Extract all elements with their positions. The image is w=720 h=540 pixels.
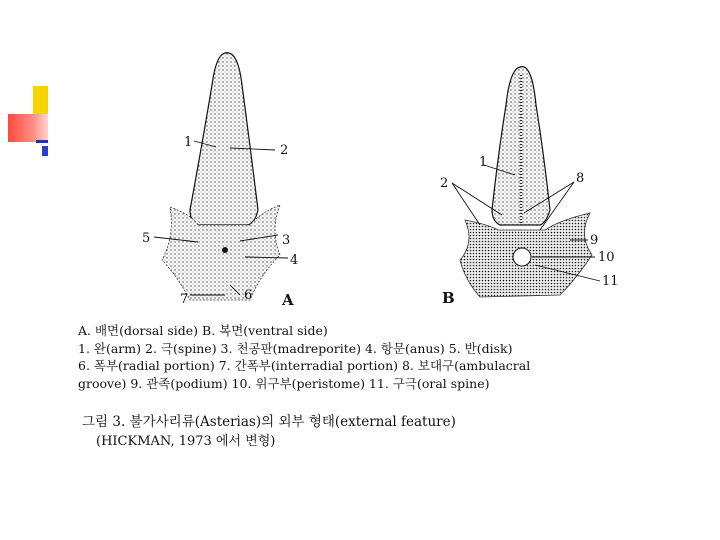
ventral-callout-8: 8 [576, 171, 585, 186]
starfish-illustration [130, 45, 670, 315]
dorsal-callout-6: 6 [244, 288, 253, 303]
dorsal-callout-5: 5 [142, 231, 151, 246]
dorsal-callout-1: 1 [184, 135, 193, 150]
figure-source: (HICKMAN, 1973 에서 변형) [96, 434, 276, 449]
panel-a-label: A [282, 291, 294, 309]
dorsal-callout-7: 7 [180, 292, 189, 307]
accent-blue-square [42, 146, 48, 156]
accent-red-block [8, 114, 48, 142]
legend-line-4: groove) 9. 관족(podium) 10. 위구부(peristome) 11. 구극(oral spine) [78, 375, 490, 391]
ventral-callout-9: 9 [590, 233, 599, 248]
ventral-callout-1: 1 [479, 155, 488, 170]
ventral-callout-10: 10 [598, 250, 615, 265]
legend-line-3: 6. 폭부(radial portion) 7. 간폭부(interradial portion) 8. 보대구(ambulacral [78, 358, 531, 373]
dorsal-callout-4: 4 [290, 253, 299, 268]
accent-blue-bar [36, 140, 48, 143]
panel-b-label: B [442, 289, 455, 307]
dorsal-callout-2: 2 [280, 143, 289, 158]
ventral-callout-2: 2 [440, 176, 449, 191]
accent-yellow-block [33, 86, 48, 116]
ventral-view-drawing [460, 67, 592, 297]
dorsal-callout-3: 3 [282, 233, 291, 248]
ventral-callout-11: 11 [602, 274, 619, 289]
legend-line-1: A. 배면(dorsal side) B. 복면(ventral side) [78, 323, 328, 338]
legend-line-2: 1. 완(arm) 2. 극(spine) 3. 천공판(madreporite) 4. 항문(anus) 5. 반(disk) [78, 340, 513, 356]
figure-legend [78, 322, 698, 392]
figure-title: 그림 3. 불가사리류(Asterias)의 외부 형태(external feature) [82, 414, 456, 430]
dorsal-view-drawing [162, 53, 280, 300]
